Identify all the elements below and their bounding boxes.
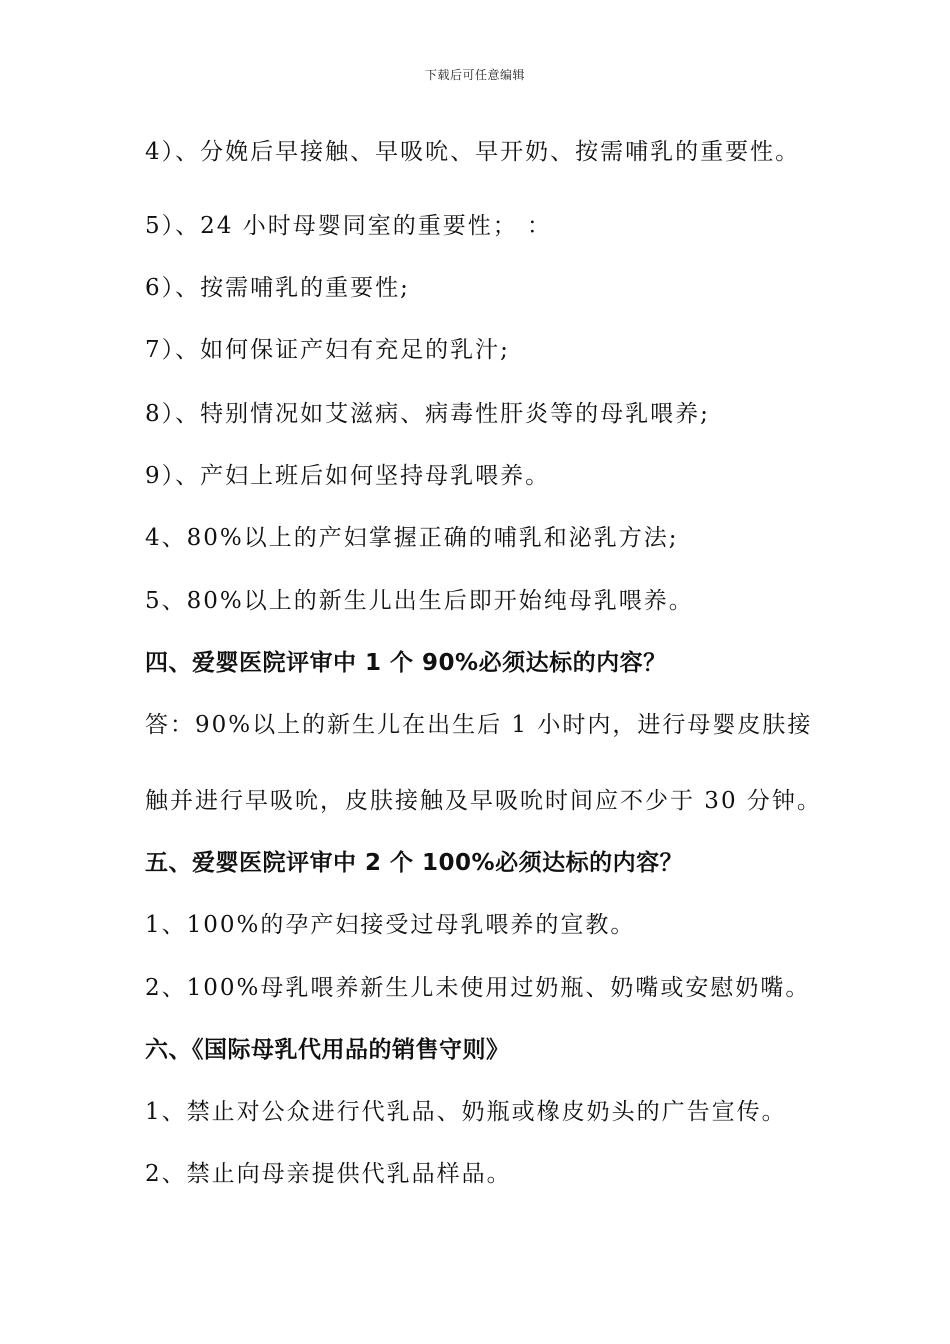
list-item: 1、100%的孕产妇接受过母乳喂养的宣教。 <box>145 912 636 938</box>
section-heading: 六、《国际母乳代用品的销售守则》 <box>145 1037 510 1063</box>
answer-paragraph-continued: 触并进行早吸吮，皮肤接触及早吸吮时间应不少于 30 分钟。 <box>145 788 822 814</box>
list-item: 4、80%以上的产妇掌握正确的哺乳和泌乳方法; <box>145 525 679 551</box>
list-item: 9）、产妇上班后如何坚持母乳喂养。 <box>145 463 551 489</box>
list-item: 2、禁止向母亲提供代乳品样品。 <box>145 1161 512 1187</box>
list-item: 7）、如何保证产妇有充足的乳汁; <box>145 337 510 363</box>
answer-paragraph: 答：90%以上的新生儿在出生后 1 小时内，进行母婴皮肤接 <box>145 712 813 738</box>
list-item: 6）、按需哺乳的重要性; <box>145 275 410 301</box>
section-heading: 四、爱婴医院评审中 1 个 90%必须达标的内容？ <box>145 650 667 676</box>
list-item: 1、禁止对公众进行代乳品、奶瓶或橡皮奶头的广告宣传。 <box>145 1099 787 1125</box>
header-note: 下载后可任意编辑 <box>424 68 525 82</box>
list-item: 5）、24 小时母婴同室的重要性； ： <box>145 213 553 239</box>
list-item: 4）、分娩后早接触、早吸吮、早开奶、按需哺乳的重要性。 <box>145 139 801 165</box>
section-heading: 五、爱婴医院评审中 2 个 100%必须达标的内容？ <box>145 850 684 876</box>
list-item: 8）、特别情况如艾滋病、病毒性肝炎等的母乳喂养; <box>145 401 710 427</box>
list-item: 2、100%母乳喂养新生儿未使用过奶瓶、奶嘴或安慰奶嘴。 <box>145 975 811 1001</box>
list-item: 5、80%以上的新生儿出生后即开始纯母乳喂养。 <box>145 588 694 614</box>
